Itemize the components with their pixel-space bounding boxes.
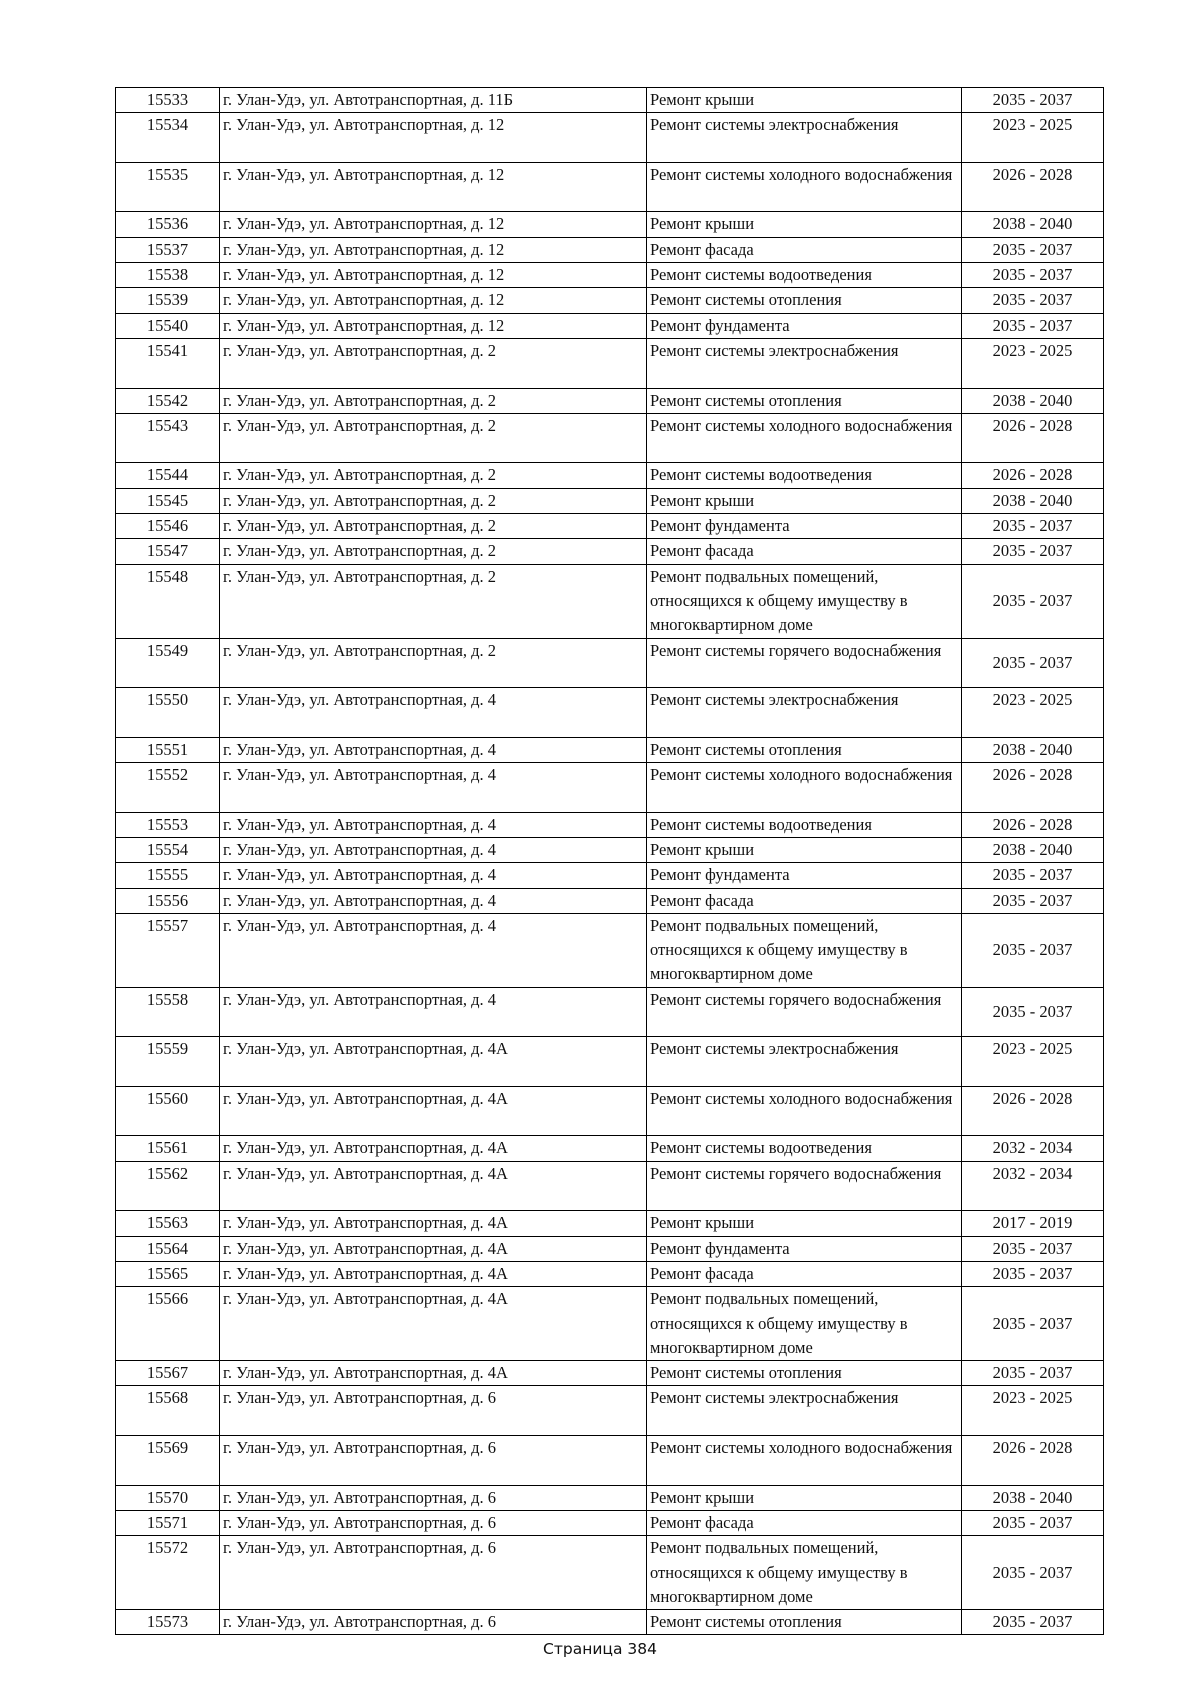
period-cell: 2026 - 2028 (962, 1436, 1104, 1486)
table-row (116, 1610, 1104, 1635)
address-cell: г. Улан-Удэ, ул. Автотранспортная, д. 4А (220, 1261, 647, 1286)
work-type-cell: Ремонт фундамента (647, 863, 962, 888)
period-cell: 2035 - 2037 (962, 913, 1104, 987)
table-row (116, 237, 1104, 262)
work-type-cell: Ремонт крыши (647, 488, 962, 513)
work-type-cell: Ремонт фундамента (647, 313, 962, 338)
period-cell: 2023 - 2025 (962, 113, 1104, 163)
address-cell: г. Улан-Удэ, ул. Автотранспортная, д. 12 (220, 263, 647, 288)
table-row (116, 488, 1104, 513)
table-row (116, 1436, 1104, 1486)
work-type-cell: Ремонт фундамента (647, 514, 962, 539)
work-type-cell: Ремонт подвальных помещений, относящихся к общему имуществу в многоквартирном доме (647, 564, 962, 638)
address-cell: г. Улан-Удэ, ул. Автотранспортная, д. 4А (220, 1086, 647, 1136)
address-cell: г. Улан-Удэ, ул. Автотранспортная, д. 2 (220, 514, 647, 539)
row-number-cell: 15539 (116, 288, 220, 313)
period-cell: 2035 - 2037 (962, 313, 1104, 338)
table-row (116, 1037, 1104, 1087)
work-type-cell: Ремонт крыши (647, 1485, 962, 1510)
work-type-cell: Ремонт фасада (647, 539, 962, 564)
address-cell: г. Улан-Удэ, ул. Автотранспортная, д. 4 (220, 763, 647, 813)
table-row (116, 564, 1104, 638)
table-body (116, 88, 1104, 1635)
address-cell: г. Улан-Удэ, ул. Автотранспортная, д. 12 (220, 212, 647, 237)
table-row (116, 463, 1104, 488)
work-type-cell: Ремонт крыши (647, 88, 962, 113)
address-cell: г. Улан-Удэ, ул. Автотранспортная, д. 6 (220, 1510, 647, 1535)
address-cell: г. Улан-Удэ, ул. Автотранспортная, д. 4 (220, 688, 647, 738)
address-cell: г. Улан-Удэ, ул. Автотранспортная, д. 2 (220, 388, 647, 413)
work-type-cell: Ремонт системы водоотведения (647, 812, 962, 837)
table-row (116, 288, 1104, 313)
table-row (116, 1136, 1104, 1161)
row-number-cell: 15545 (116, 488, 220, 513)
row-number-cell: 15572 (116, 1536, 220, 1610)
period-cell: 2038 - 2040 (962, 837, 1104, 862)
address-cell: г. Улан-Удэ, ул. Автотранспортная, д. 12 (220, 313, 647, 338)
work-type-cell: Ремонт системы электроснабжения (647, 688, 962, 738)
table-row (116, 514, 1104, 539)
address-cell: г. Улан-Удэ, ул. Автотранспортная, д. 2 (220, 463, 647, 488)
row-number-cell: 15548 (116, 564, 220, 638)
row-number-cell: 15549 (116, 638, 220, 688)
period-cell: 2035 - 2037 (962, 237, 1104, 262)
period-cell: 2038 - 2040 (962, 1485, 1104, 1510)
work-type-cell: Ремонт системы электроснабжения (647, 1386, 962, 1436)
row-number-cell: 15570 (116, 1485, 220, 1510)
period-cell: 2035 - 2037 (962, 88, 1104, 113)
period-cell: 2038 - 2040 (962, 212, 1104, 237)
row-number-cell: 15540 (116, 313, 220, 338)
row-number-cell: 15567 (116, 1361, 220, 1386)
row-number-cell: 15558 (116, 987, 220, 1037)
work-type-cell: Ремонт фасада (647, 1261, 962, 1286)
address-cell: г. Улан-Удэ, ул. Автотранспортная, д. 6 (220, 1485, 647, 1510)
table-row (116, 88, 1104, 113)
row-number-cell: 15550 (116, 688, 220, 738)
address-cell: г. Улан-Удэ, ул. Автотранспортная, д. 4А (220, 1211, 647, 1236)
work-type-cell: Ремонт системы холодного водоснабжения (647, 1086, 962, 1136)
period-cell: 2035 - 2037 (962, 1361, 1104, 1386)
row-number-cell: 15554 (116, 837, 220, 862)
table-row (116, 1510, 1104, 1535)
address-cell: г. Улан-Удэ, ул. Автотранспортная, д. 4А (220, 1361, 647, 1386)
period-cell: 2017 - 2019 (962, 1211, 1104, 1236)
period-cell: 2035 - 2037 (962, 288, 1104, 313)
period-cell: 2026 - 2028 (962, 812, 1104, 837)
table-row (116, 1211, 1104, 1236)
address-cell: г. Улан-Удэ, ул. Автотранспортная, д. 12 (220, 237, 647, 262)
work-type-cell: Ремонт системы электроснабжения (647, 113, 962, 163)
period-cell: 2026 - 2028 (962, 763, 1104, 813)
table-row (116, 212, 1104, 237)
work-type-cell: Ремонт фасада (647, 1510, 962, 1535)
work-type-cell: Ремонт системы холодного водоснабжения (647, 1436, 962, 1486)
address-cell: г. Улан-Удэ, ул. Автотранспортная, д. 2 (220, 638, 647, 688)
address-cell: г. Улан-Удэ, ул. Автотранспортная, д. 4 (220, 863, 647, 888)
table-row (116, 162, 1104, 212)
row-number-cell: 15533 (116, 88, 220, 113)
work-type-cell: Ремонт системы холодного водоснабжения (647, 162, 962, 212)
period-cell: 2026 - 2028 (962, 413, 1104, 463)
table-row (116, 863, 1104, 888)
work-type-cell: Ремонт системы холодного водоснабжения (647, 413, 962, 463)
address-cell: г. Улан-Удэ, ул. Автотранспортная, д. 4А (220, 1161, 647, 1211)
period-cell: 2035 - 2037 (962, 638, 1104, 688)
table-row (116, 638, 1104, 688)
work-type-cell: Ремонт крыши (647, 212, 962, 237)
table-row (116, 1386, 1104, 1436)
table-row (116, 539, 1104, 564)
table-row (116, 1086, 1104, 1136)
address-cell: г. Улан-Удэ, ул. Автотранспортная, д. 4 (220, 888, 647, 913)
period-cell: 2026 - 2028 (962, 1086, 1104, 1136)
address-cell: г. Улан-Удэ, ул. Автотранспортная, д. 4А (220, 1287, 647, 1361)
work-type-cell: Ремонт подвальных помещений, относящихся к общему имуществу в многоквартирном доме (647, 1536, 962, 1610)
address-cell: г. Улан-Удэ, ул. Автотранспортная, д. 2 (220, 564, 647, 638)
table-row (116, 737, 1104, 762)
period-cell: 2038 - 2040 (962, 488, 1104, 513)
period-cell: 2035 - 2037 (962, 1610, 1104, 1635)
work-type-cell: Ремонт подвальных помещений, относящихся к общему имуществу в многоквартирном доме (647, 913, 962, 987)
work-type-cell: Ремонт системы отопления (647, 1610, 962, 1635)
address-cell: г. Улан-Удэ, ул. Автотранспортная, д. 4 (220, 737, 647, 762)
work-type-cell: Ремонт системы водоотведения (647, 463, 962, 488)
table-row (116, 888, 1104, 913)
work-type-cell: Ремонт системы горячего водоснабжения (647, 987, 962, 1037)
table-row (116, 1361, 1104, 1386)
period-cell: 2035 - 2037 (962, 514, 1104, 539)
row-number-cell: 15553 (116, 812, 220, 837)
row-number-cell: 15555 (116, 863, 220, 888)
row-number-cell: 15568 (116, 1386, 220, 1436)
row-number-cell: 15560 (116, 1086, 220, 1136)
table-row (116, 1485, 1104, 1510)
row-number-cell: 15562 (116, 1161, 220, 1211)
work-type-cell: Ремонт крыши (647, 1211, 962, 1236)
table-row (116, 1536, 1104, 1610)
work-type-cell: Ремонт системы водоотведения (647, 263, 962, 288)
row-number-cell: 15541 (116, 338, 220, 388)
row-number-cell: 15563 (116, 1211, 220, 1236)
table-row (116, 688, 1104, 738)
period-cell: 2035 - 2037 (962, 564, 1104, 638)
table-row (116, 388, 1104, 413)
address-cell: г. Улан-Удэ, ул. Автотранспортная, д. 12 (220, 288, 647, 313)
work-type-cell: Ремонт крыши (647, 837, 962, 862)
row-number-cell: 15537 (116, 237, 220, 262)
row-number-cell: 15538 (116, 263, 220, 288)
table-row (116, 1287, 1104, 1361)
row-number-cell: 15534 (116, 113, 220, 163)
repair-schedule-table (115, 87, 1104, 1635)
address-cell: г. Улан-Удэ, ул. Автотранспортная, д. 6 (220, 1436, 647, 1486)
address-cell: г. Улан-Удэ, ул. Автотранспортная, д. 4А (220, 1037, 647, 1087)
page-number: Страница 384 (543, 1640, 657, 1658)
row-number-cell: 15543 (116, 413, 220, 463)
work-type-cell: Ремонт системы горячего водоснабжения (647, 638, 962, 688)
address-cell: г. Улан-Удэ, ул. Автотранспортная, д. 2 (220, 539, 647, 564)
table-row (116, 413, 1104, 463)
work-type-cell: Ремонт подвальных помещений, относящихся к общему имуществу в многоквартирном доме (647, 1287, 962, 1361)
address-cell: г. Улан-Удэ, ул. Автотранспортная, д. 12 (220, 113, 647, 163)
work-type-cell: Ремонт системы электроснабжения (647, 338, 962, 388)
address-cell: г. Улан-Удэ, ул. Автотранспортная, д. 6 (220, 1536, 647, 1610)
address-cell: г. Улан-Удэ, ул. Автотранспортная, д. 4А (220, 1136, 647, 1161)
table-row (116, 113, 1104, 163)
address-cell: г. Улан-Удэ, ул. Автотранспортная, д. 4А (220, 1236, 647, 1261)
period-cell: 2035 - 2037 (962, 1287, 1104, 1361)
address-cell: г. Улан-Удэ, ул. Автотранспортная, д. 4 (220, 987, 647, 1037)
address-cell: г. Улан-Удэ, ул. Автотранспортная, д. 2 (220, 338, 647, 388)
table-row (116, 1236, 1104, 1261)
period-cell: 2032 - 2034 (962, 1161, 1104, 1211)
period-cell: 2035 - 2037 (962, 539, 1104, 564)
period-cell: 2023 - 2025 (962, 1386, 1104, 1436)
row-number-cell: 15552 (116, 763, 220, 813)
row-number-cell: 15559 (116, 1037, 220, 1087)
row-number-cell: 15561 (116, 1136, 220, 1161)
row-number-cell: 15573 (116, 1610, 220, 1635)
address-cell: г. Улан-Удэ, ул. Автотранспортная, д. 2 (220, 413, 647, 463)
work-type-cell: Ремонт фундамента (647, 1236, 962, 1261)
period-cell: 2035 - 2037 (962, 1261, 1104, 1286)
period-cell: 2023 - 2025 (962, 688, 1104, 738)
row-number-cell: 15544 (116, 463, 220, 488)
row-number-cell: 15569 (116, 1436, 220, 1486)
period-cell: 2026 - 2028 (962, 463, 1104, 488)
address-cell: г. Улан-Удэ, ул. Автотранспортная, д. 2 (220, 488, 647, 513)
period-cell: 2035 - 2037 (962, 1510, 1104, 1535)
work-type-cell: Ремонт системы горячего водоснабжения (647, 1161, 962, 1211)
period-cell: 2032 - 2034 (962, 1136, 1104, 1161)
row-number-cell: 15546 (116, 514, 220, 539)
row-number-cell: 15536 (116, 212, 220, 237)
row-number-cell: 15566 (116, 1287, 220, 1361)
work-type-cell: Ремонт фасада (647, 888, 962, 913)
table-row (116, 1261, 1104, 1286)
period-cell: 2035 - 2037 (962, 1236, 1104, 1261)
table-row (116, 913, 1104, 987)
work-type-cell: Ремонт системы отопления (647, 288, 962, 313)
address-cell: г. Улан-Удэ, ул. Автотранспортная, д. 6 (220, 1386, 647, 1436)
period-cell: 2035 - 2037 (962, 1536, 1104, 1610)
row-number-cell: 15571 (116, 1510, 220, 1535)
table-row (116, 837, 1104, 862)
period-cell: 2035 - 2037 (962, 987, 1104, 1037)
address-cell: г. Улан-Удэ, ул. Автотранспортная, д. 4 (220, 837, 647, 862)
work-type-cell: Ремонт фасада (647, 237, 962, 262)
address-cell: г. Улан-Удэ, ул. Автотранспортная, д. 6 (220, 1610, 647, 1635)
table-row (116, 338, 1104, 388)
table-row (116, 313, 1104, 338)
address-cell: г. Улан-Удэ, ул. Автотранспортная, д. 12 (220, 162, 647, 212)
work-type-cell: Ремонт системы отопления (647, 388, 962, 413)
period-cell: 2026 - 2028 (962, 162, 1104, 212)
row-number-cell: 15557 (116, 913, 220, 987)
row-number-cell: 15551 (116, 737, 220, 762)
table-row (116, 812, 1104, 837)
period-cell: 2038 - 2040 (962, 737, 1104, 762)
address-cell: г. Улан-Удэ, ул. Автотранспортная, д. 4 (220, 812, 647, 837)
period-cell: 2038 - 2040 (962, 388, 1104, 413)
row-number-cell: 15547 (116, 539, 220, 564)
work-type-cell: Ремонт системы отопления (647, 1361, 962, 1386)
work-type-cell: Ремонт системы электроснабжения (647, 1037, 962, 1087)
period-cell: 2023 - 2025 (962, 338, 1104, 388)
work-type-cell: Ремонт системы отопления (647, 737, 962, 762)
address-cell: г. Улан-Удэ, ул. Автотранспортная, д. 11Б (220, 88, 647, 113)
row-number-cell: 15564 (116, 1236, 220, 1261)
table-row (116, 987, 1104, 1037)
period-cell: 2035 - 2037 (962, 863, 1104, 888)
work-type-cell: Ремонт системы водоотведения (647, 1136, 962, 1161)
row-number-cell: 15565 (116, 1261, 220, 1286)
table-row (116, 1161, 1104, 1211)
period-cell: 2023 - 2025 (962, 1037, 1104, 1087)
table-row (116, 763, 1104, 813)
row-number-cell: 15556 (116, 888, 220, 913)
period-cell: 2035 - 2037 (962, 263, 1104, 288)
row-number-cell: 15542 (116, 388, 220, 413)
table-row (116, 263, 1104, 288)
row-number-cell: 15535 (116, 162, 220, 212)
period-cell: 2035 - 2037 (962, 888, 1104, 913)
work-type-cell: Ремонт системы холодного водоснабжения (647, 763, 962, 813)
address-cell: г. Улан-Удэ, ул. Автотранспортная, д. 4 (220, 913, 647, 987)
